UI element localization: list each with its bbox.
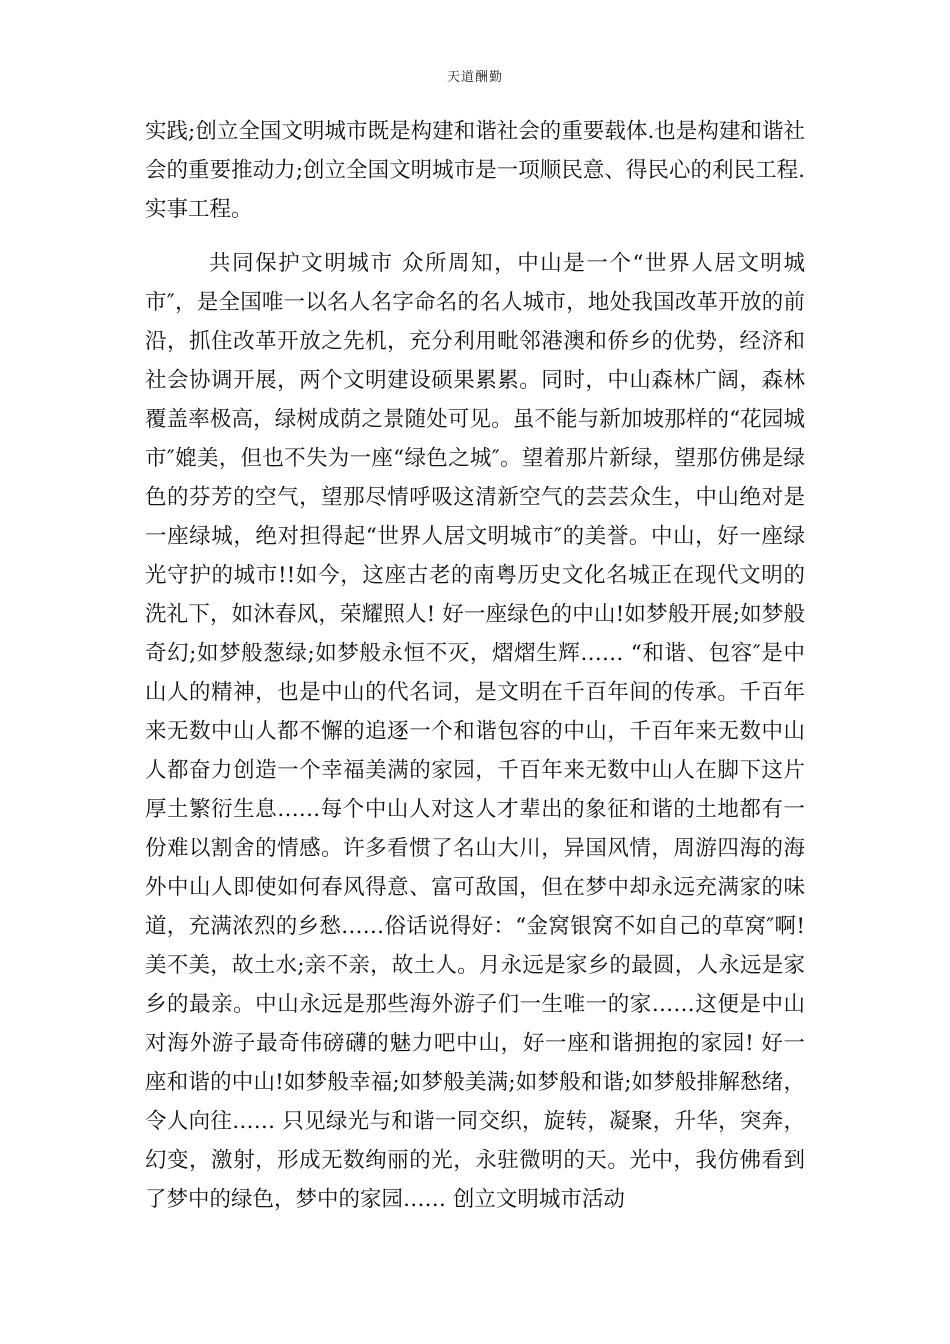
paragraph-continuation: 实践;创立全国文明城市既是构建和谐社会的重要载体.也是构建和谐社会的重要推动力;创立全国文明城市是一项顺民意、得民心的利民工程.实事工程。 xyxy=(145,119,805,222)
paragraph-main: 共同保护文明城市 众所周知，中山是一个“世界人居文明城市″，是全国唯一以名人名字命名的名人城市，地处我国改革开放的前沿，抓住改革开放之先机，充分利用毗邻港澳和侨乡的优势，经济和社会协调开展，两个文明建设硕果累累。同时，中山森林广阔，森林覆盖率极高，绿树成荫之景随处可见。虽不能与新加坡那样的“花园城市″媲美，但也不失为一座“绿色之城″。望着那片新绿，望那仿佛是绿色的芬芳的空气，望那尽情呼吸这清新空气的芸芸众生，中山绝对是一座绿城，绝对担得起“世界人居文明城市″的美誉。中山，好一座绿光守护的城市!!如今，这座古老的南粤历史文化名城正在现代文明的洗礼下，如沐春风，荣耀照人! 好一座绿色的中山!如梦般开展;如梦般奇幻;如梦般葱绿;如梦般永恒不灭，熠熠生辉…… “和谐、包容″是中山人的精神，也是中山的代名词，是文明在千百年间的传承。千百年来无数中山人都不懈的追逐一个和谐包容的中山，千百年来无数中山人都奋力创造一个幸福美满的家园，千百年来无数中山人在脚下这片厚土繁衍生息……每个中山人对这人才辈出的象征和谐的土地都有一份难以割舍的情感。许多看惯了名山大川，异国风情，周游四海的海外中山人即使如何春风得意、富可敌国，但在梦中却永远充满家的味道，充满浓烈的乡愁……俗话说得好：“金窝银窝不如自己的草窝″啊!美不美，故土水;亲不亲，故土人。月永远是家乡的最圆，人永远是家乡的最亲。中山永远是那些海外游子们一生唯一的家……这便是中山对海外游子最奇伟磅礴的魅力吧中山，好一座和谐拥抱的家园! 好一座和谐的中山!如梦般幸福;如梦般美满;如梦般和谐;如梦般排解愁绪，令人向往…… 只见绿光与和谐一同交织，旋转，凝聚，升华，突奔，幻变，激射，形成无数绚丽的光，永驻微明的天。光中，我仿佛看到了梦中的绿色，梦中的家园…… 创立文明城市活动 xyxy=(145,251,805,1212)
page-header: 天道酬勤 xyxy=(446,70,503,85)
document-body xyxy=(145,112,805,1219)
